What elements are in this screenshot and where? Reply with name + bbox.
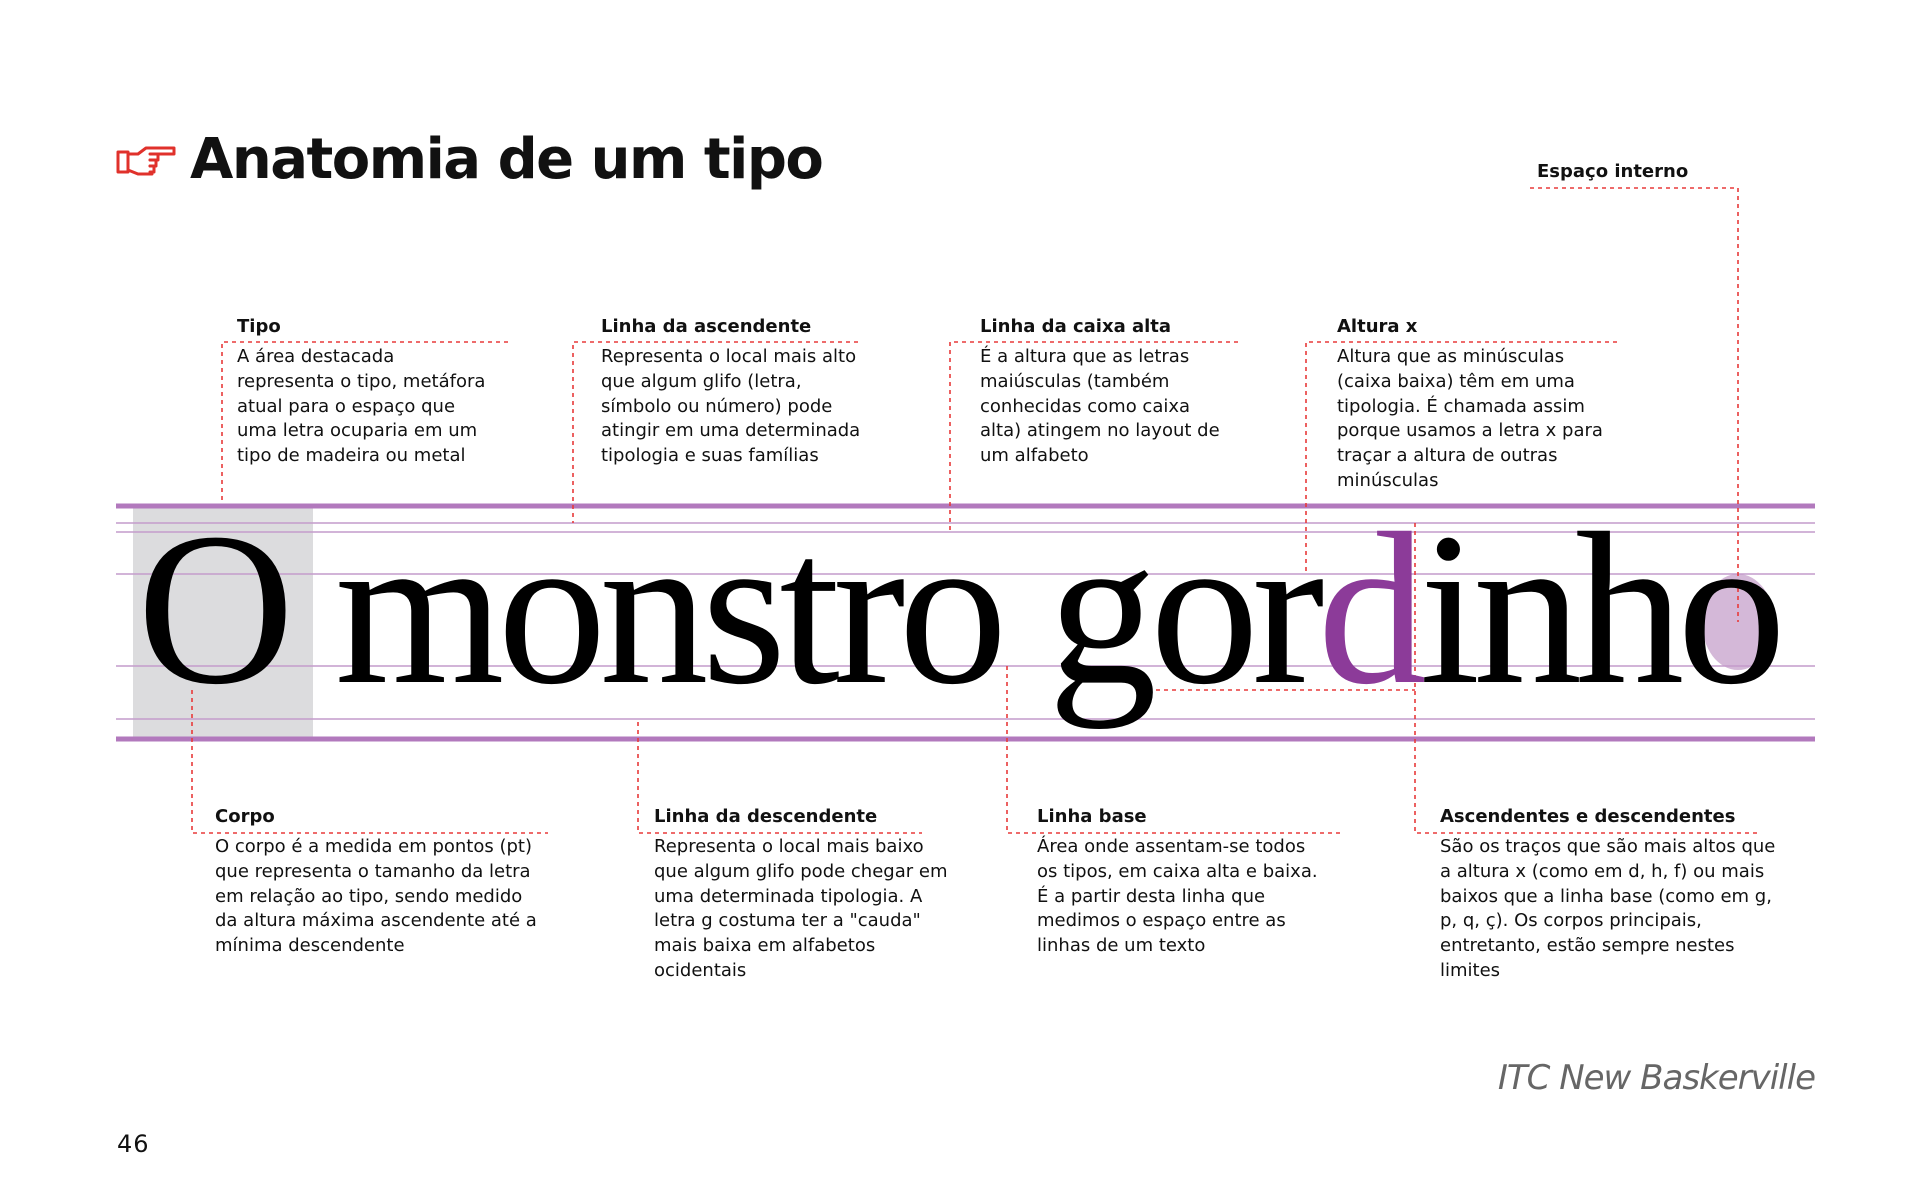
label-altura-x — [1337, 315, 1697, 494]
label-text: Altura que as minúsculas (caixa baixa) têm em uma tipologia. É chamada assim porque usamos a letra x para traçar a altura de outras minúsculas — [1337, 346, 1603, 491]
label-text: Representa o local mais alto que algum glifo (letra, símbolo ou número) pode atingir em uma determinada tipologia e suas famílias — [601, 346, 861, 467]
label-linha-caixa-alta — [980, 315, 1340, 469]
label-title: Corpo — [215, 806, 275, 827]
label-text: O corpo é a medida em pontos (pt) que representa o tamanho da letra em relação ao tipo, sendo medido da altura máxima ascendente até a mínima descendente — [215, 836, 537, 957]
label-title: Altura x — [1337, 316, 1418, 337]
sample-last-o: o — [1677, 489, 1780, 730]
typeface-caption: ITC New Baskerville — [1497, 1058, 1815, 1098]
label-text: A área destacada representa o tipo, metáfora atual para o espaço que uma letra ocuparia em um tipo de madeira ou metal — [237, 346, 486, 467]
label-text: É a altura que as letras maiúsculas (também conhecidas como caixa alta) atingem no layout de um alfabeto — [980, 346, 1220, 467]
label-corpo — [215, 805, 575, 959]
label-title: Linha da caixa alta — [980, 316, 1172, 337]
sample-text-a: monstro gor — [287, 489, 1318, 730]
label-espaco-interno: Espaço interno — [1537, 161, 1689, 182]
label-linha-descendente — [654, 805, 1014, 984]
sample-capital-o: O — [137, 489, 288, 730]
label-title: Linha base — [1037, 806, 1147, 827]
label-text: Área onde assentam-se todos os tipos, em caixa alta e baixa. É a partir desta linha que medimos o espaço entre as linhas de um texto — [1037, 836, 1318, 957]
sample-ascender-d: d — [1317, 489, 1420, 730]
label-ascendentes-descendentes — [1440, 805, 1800, 984]
label-title: Tipo — [237, 316, 281, 337]
label-title: Linha da ascendente — [601, 316, 812, 337]
label-linha-ascendente — [601, 315, 961, 469]
label-linha-base — [1037, 805, 1397, 959]
label-tipo — [237, 315, 597, 469]
label-text: São os traços que são mais altos que a altura x (como em d, h, f) ou mais baixos que a linha base (como em g, p, q, ç). Os corpos principais, entretanto, estão sempre nestes limites — [1440, 836, 1776, 981]
sample-text-b: inh — [1419, 489, 1678, 730]
type-sample — [137, 485, 1779, 735]
label-title: Linha da descendente — [654, 806, 878, 827]
page-title: Anatomia de um tipo — [190, 127, 823, 192]
label-text: Representa o local mais baixo que algum glifo pode chegar em uma determinada tipologia. A letra g costuma ter a "cauda" mais baixa em alfabetos ocidentais — [654, 836, 948, 981]
page-number: 46 — [117, 1130, 150, 1158]
label-title: Ascendentes e descendentes — [1440, 806, 1736, 827]
